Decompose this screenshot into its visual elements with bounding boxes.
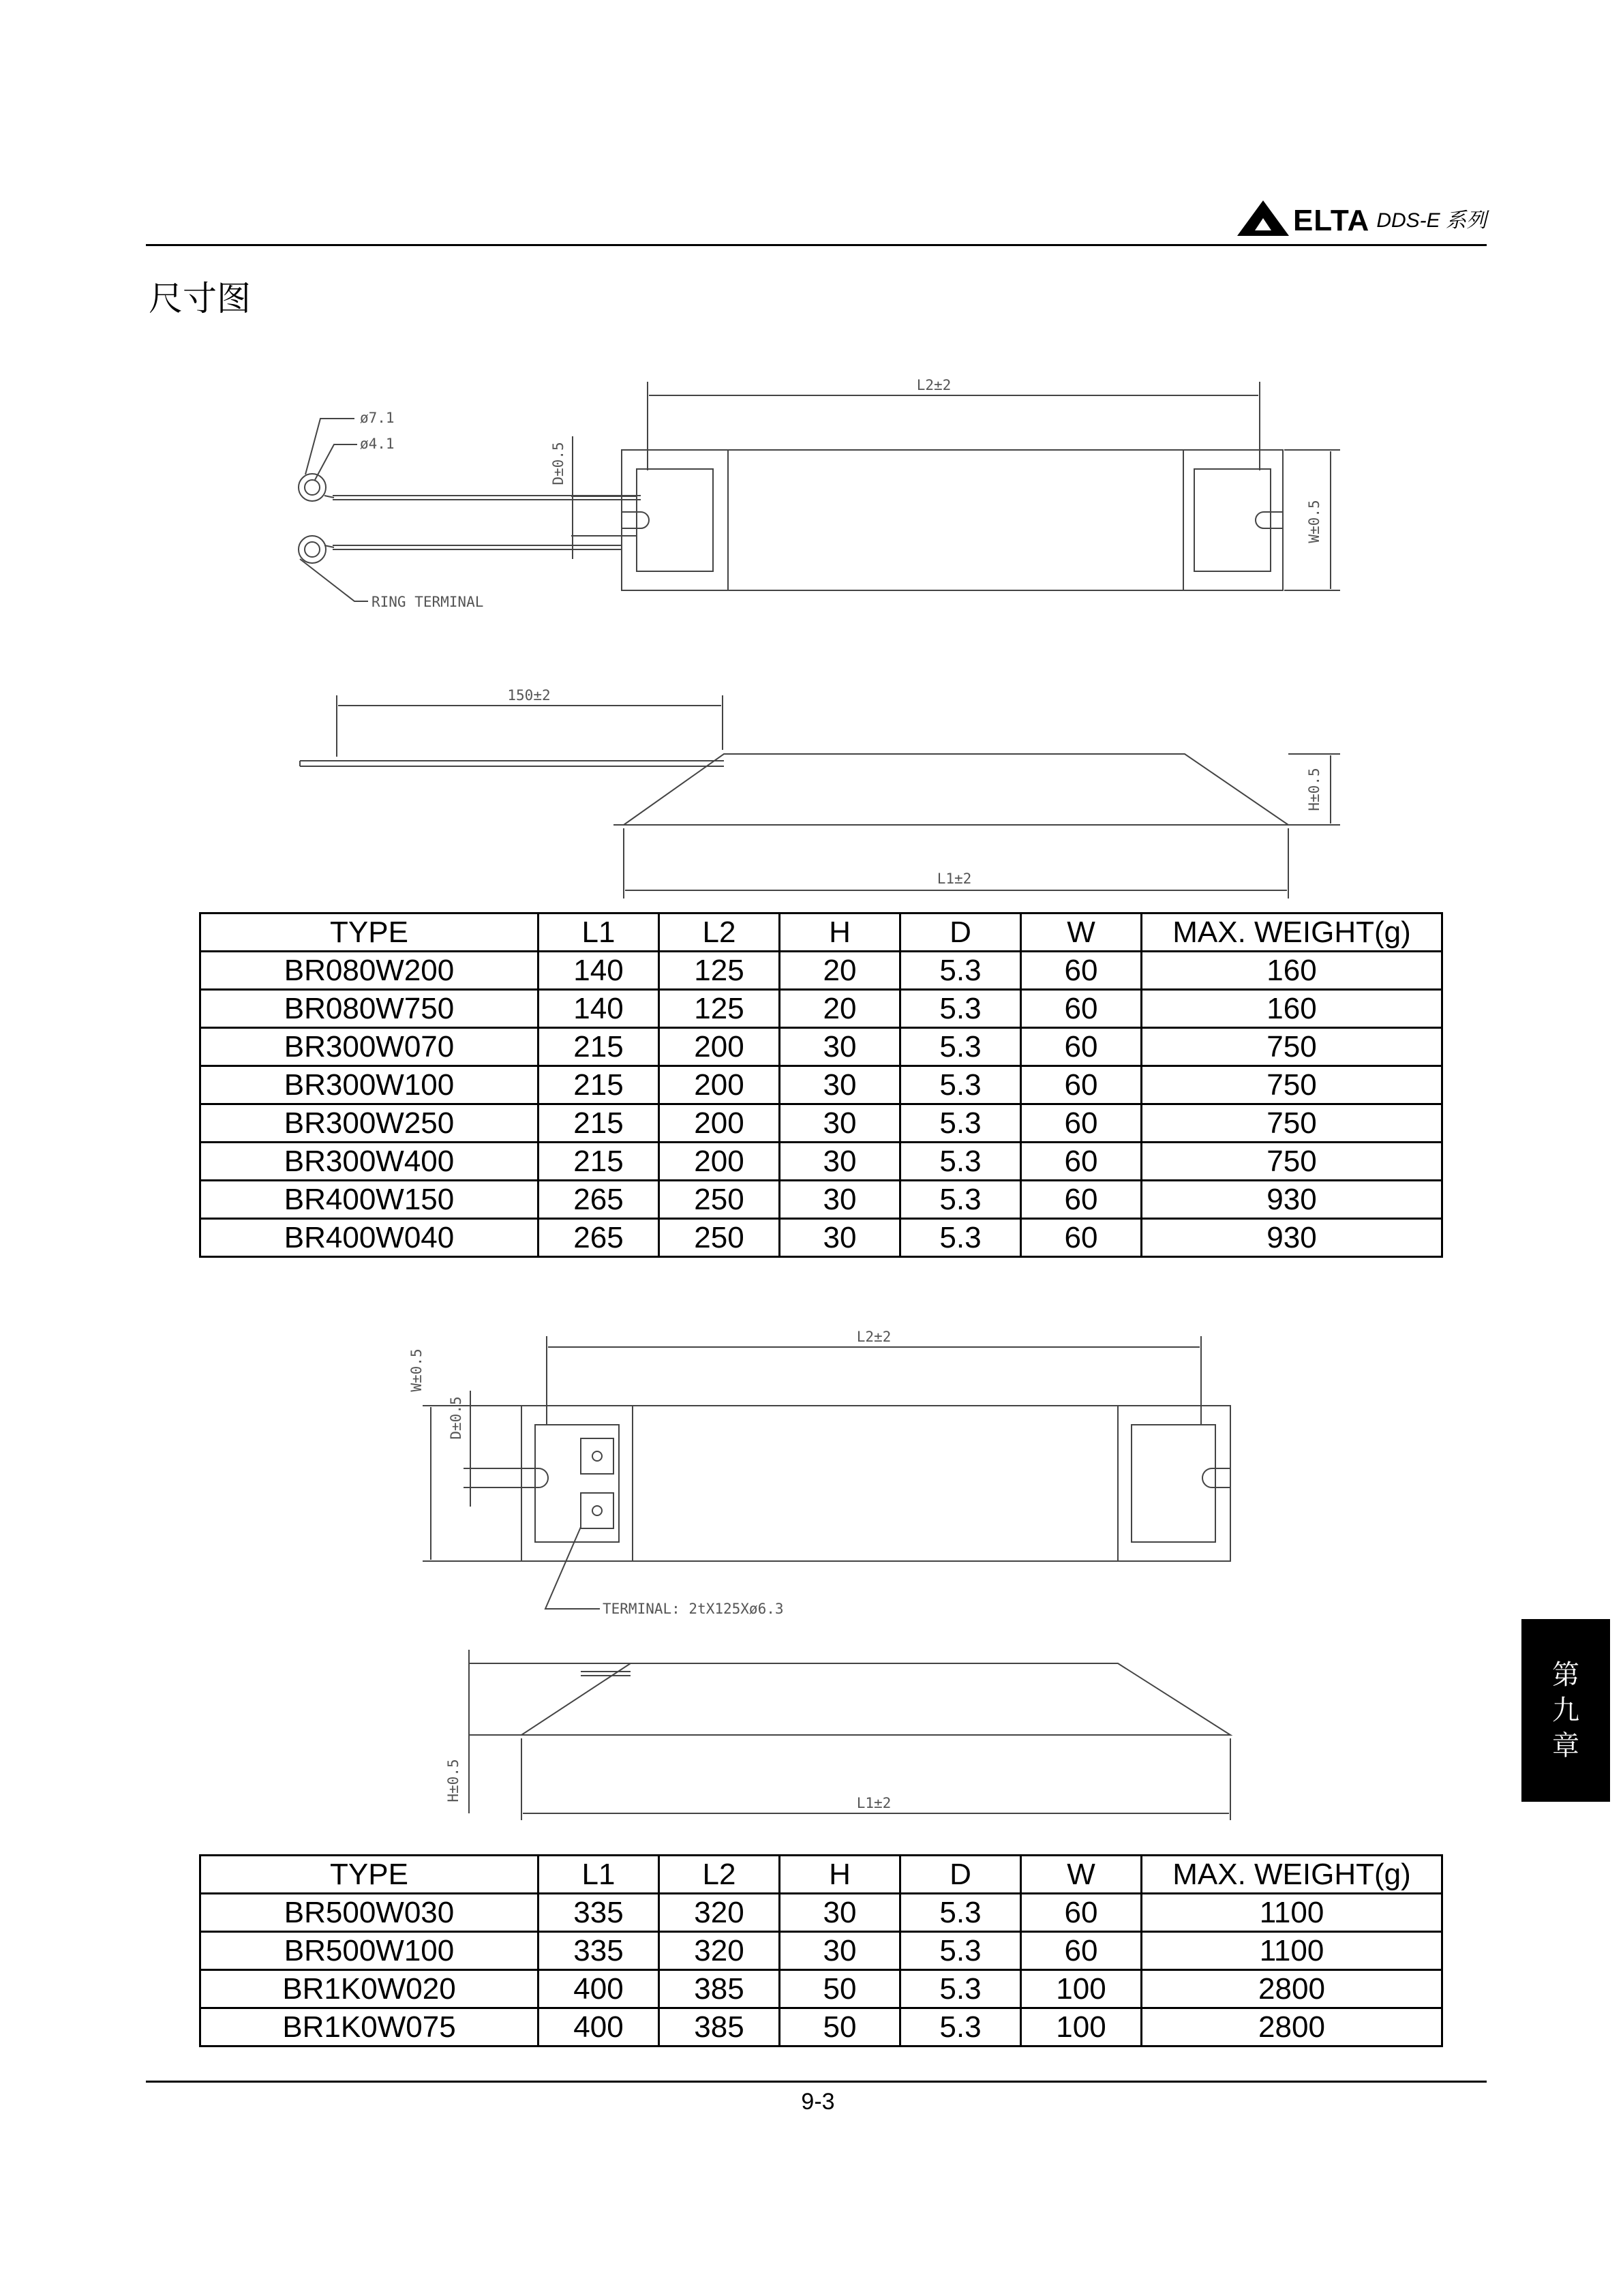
- l2-dimension-label-2: L2±2: [856, 1329, 892, 1345]
- header-l2: L2: [659, 1856, 780, 1894]
- cell-max-weight: 930: [1142, 1219, 1442, 1257]
- cell-type: BR1K0W075: [200, 2008, 539, 2046]
- cell-h: 20: [780, 952, 900, 990]
- section-title: 尺寸图: [149, 279, 251, 318]
- cell-l1: 215: [539, 1104, 659, 1143]
- cell-l2: 385: [659, 1970, 780, 2008]
- cell-l2: 200: [659, 1143, 780, 1181]
- terminal-upper: [581, 1438, 613, 1474]
- cell-h: 30: [780, 1181, 900, 1219]
- cell-l1: 215: [539, 1028, 659, 1066]
- terminal-label: TERMINAL: 2tX125Xø6.3: [603, 1601, 784, 1617]
- cell-l1: 335: [539, 1894, 659, 1932]
- chapter-tab-char: 第: [1552, 1659, 1579, 1691]
- d-dimension-label-2: D±0.5: [448, 1396, 464, 1440]
- chapter-tab-char: 九: [1552, 1695, 1579, 1726]
- cell-type: BR1K0W020: [200, 1970, 539, 2008]
- series-label: DDS-E 系列: [1376, 209, 1487, 232]
- cell-l2: 385: [659, 2008, 780, 2046]
- cell-type: BR500W030: [200, 1894, 539, 1932]
- w-dimension-label: W±0.5: [1306, 500, 1322, 543]
- cell-max-weight: 2800: [1142, 2008, 1442, 2046]
- d-dimension-label: D±0.5: [550, 442, 566, 485]
- w-dimension-label-2: W±0.5: [408, 1348, 425, 1392]
- header-h: H: [780, 1856, 900, 1894]
- cell-w: 60: [1021, 990, 1142, 1028]
- cell-l1: 215: [539, 1066, 659, 1104]
- terminal-lower: [581, 1493, 613, 1528]
- ring-inner-diameter-label: ø4.1: [360, 436, 395, 452]
- table-header-row: [200, 1856, 1442, 1894]
- header-l2: L2: [659, 913, 780, 952]
- cell-d: 5.3: [900, 1104, 1021, 1143]
- cell-d: 5.3: [900, 1181, 1021, 1219]
- cell-max-weight: 160: [1142, 990, 1442, 1028]
- cell-w: 60: [1021, 1143, 1142, 1181]
- page-number: 9-3: [801, 2089, 835, 2115]
- footer-rule: [146, 2081, 1487, 2083]
- header-l1: L1: [539, 1856, 659, 1894]
- header-max-weight: MAX. WEIGHT(g): [1142, 913, 1442, 952]
- cell-l1: 335: [539, 1932, 659, 1970]
- cell-h: 30: [780, 1219, 900, 1257]
- cell-max-weight: 930: [1142, 1181, 1442, 1219]
- cell-max-weight: 1100: [1142, 1894, 1442, 1932]
- cell-h: 30: [780, 1932, 900, 1970]
- cell-l2: 250: [659, 1219, 780, 1257]
- l1-dimension-label-2: L1±2: [856, 1795, 892, 1811]
- cell-l1: 215: [539, 1143, 659, 1181]
- l2-dimension-label: L2±2: [916, 377, 952, 393]
- ring-terminal-label: RING TERMINAL: [371, 594, 484, 610]
- header-max-weight: MAX. WEIGHT(g): [1142, 1856, 1442, 1894]
- header-w: W: [1021, 913, 1142, 952]
- cell-h: 30: [780, 1028, 900, 1066]
- cell-l2: 320: [659, 1894, 780, 1932]
- cell-d: 5.3: [900, 1066, 1021, 1104]
- spec-table-2: [199, 1854, 1443, 2047]
- cell-w: 100: [1021, 1970, 1142, 2008]
- cell-type: BR300W070: [200, 1028, 539, 1066]
- table-row: [200, 2008, 1442, 2046]
- l1-dimension-label: L1±2: [937, 871, 972, 887]
- header-d: D: [900, 1856, 1021, 1894]
- cell-max-weight: 160: [1142, 952, 1442, 990]
- cell-max-weight: 750: [1142, 1028, 1442, 1066]
- cell-max-weight: 2800: [1142, 1970, 1442, 2008]
- cell-max-weight: 750: [1142, 1143, 1442, 1181]
- cell-max-weight: 750: [1142, 1066, 1442, 1104]
- cell-h: 30: [780, 1104, 900, 1143]
- cell-type: BR080W200: [200, 952, 539, 990]
- cell-w: 60: [1021, 1066, 1142, 1104]
- cell-w: 60: [1021, 1932, 1142, 1970]
- cell-w: 100: [1021, 2008, 1142, 2046]
- header-d: D: [900, 913, 1021, 952]
- table-row: [200, 1932, 1442, 1970]
- header-w: W: [1021, 1856, 1142, 1894]
- cell-l2: 320: [659, 1932, 780, 1970]
- cell-d: 5.3: [900, 1143, 1021, 1181]
- cell-l2: 250: [659, 1181, 780, 1219]
- cell-l2: 200: [659, 1066, 780, 1104]
- cell-d: 5.3: [900, 2008, 1021, 2046]
- cell-type: BR080W750: [200, 990, 539, 1028]
- cell-d: 5.3: [900, 1894, 1021, 1932]
- cell-h: 50: [780, 2008, 900, 2046]
- cell-d: 5.3: [900, 952, 1021, 990]
- cell-w: 60: [1021, 1181, 1142, 1219]
- cell-l1: 265: [539, 1219, 659, 1257]
- ring-outer-diameter-label: ø7.1: [360, 410, 395, 426]
- cell-h: 30: [780, 1894, 900, 1932]
- logo-text: ELTA: [1292, 204, 1370, 237]
- cell-l2: 125: [659, 952, 780, 990]
- cell-type: BR300W100: [200, 1066, 539, 1104]
- header-type: TYPE: [200, 913, 539, 952]
- cell-h: 20: [780, 990, 900, 1028]
- cell-d: 5.3: [900, 1932, 1021, 1970]
- cell-type: BR400W040: [200, 1219, 539, 1257]
- cell-max-weight: 750: [1142, 1104, 1442, 1143]
- cell-l2: 125: [659, 990, 780, 1028]
- resistor-top-view-2: [521, 1406, 1230, 1561]
- cell-l1: 400: [539, 2008, 659, 2046]
- cell-type: BR300W250: [200, 1104, 539, 1143]
- table-row: [200, 1970, 1442, 2008]
- h-dimension-label: H±0.5: [1306, 768, 1322, 811]
- chapter-tab-char: 章: [1552, 1730, 1579, 1762]
- cell-w: 60: [1021, 952, 1142, 990]
- header-h: H: [780, 913, 900, 952]
- cell-l1: 400: [539, 1970, 659, 2008]
- cell-d: 5.3: [900, 1028, 1021, 1066]
- cell-w: 60: [1021, 1219, 1142, 1257]
- cell-h: 30: [780, 1066, 900, 1104]
- cell-d: 5.3: [900, 990, 1021, 1028]
- chapter-tab: [1521, 1619, 1610, 1802]
- cell-h: 30: [780, 1143, 900, 1181]
- cell-w: 60: [1021, 1028, 1142, 1066]
- cell-type: BR500W100: [200, 1932, 539, 1970]
- cell-type: BR300W400: [200, 1143, 539, 1181]
- cell-l2: 200: [659, 1104, 780, 1143]
- cell-type: BR400W150: [200, 1181, 539, 1219]
- cell-l1: 140: [539, 952, 659, 990]
- table-row: [200, 1894, 1442, 1932]
- cell-d: 5.3: [900, 1219, 1021, 1257]
- cell-h: 50: [780, 1970, 900, 2008]
- lead-length-label: 150±2: [507, 687, 551, 704]
- cell-max-weight: 1100: [1142, 1932, 1442, 1970]
- header-l1: L1: [539, 913, 659, 952]
- header-type: TYPE: [200, 1856, 539, 1894]
- cell-l2: 200: [659, 1028, 780, 1066]
- cell-l1: 140: [539, 990, 659, 1028]
- cell-d: 5.3: [900, 1970, 1021, 2008]
- cell-w: 60: [1021, 1894, 1142, 1932]
- h-dimension-label-2: H±0.5: [445, 1759, 461, 1802]
- cell-w: 60: [1021, 1104, 1142, 1143]
- cell-l1: 265: [539, 1181, 659, 1219]
- resistor-side-view-2: [521, 1663, 1230, 1735]
